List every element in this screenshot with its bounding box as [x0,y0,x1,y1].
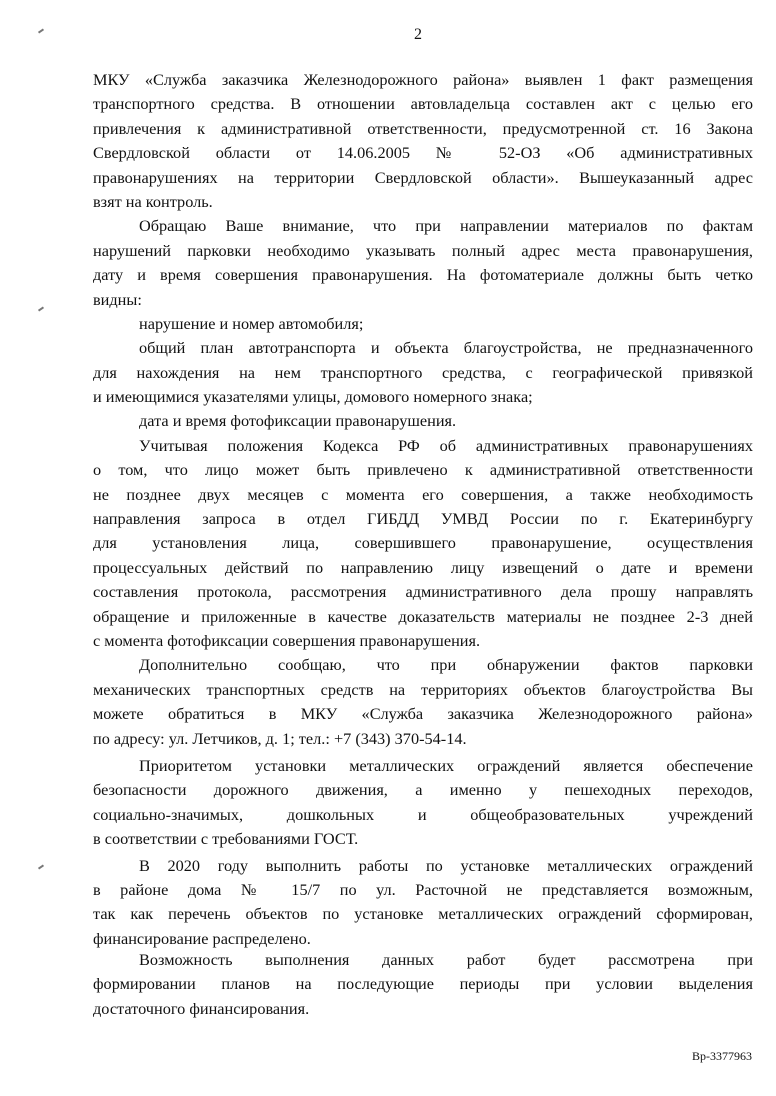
paragraph [93,336,753,409]
paragraph [93,409,753,433]
paragraph [93,214,753,312]
text-line: Возможность выполнения данных работ будет рассмотрена при [139,950,753,970]
text-line: финансирование распределено. [93,928,311,948]
scan-mark [38,306,44,311]
text-line: Дополнительно сообщаю, что при обнаружении фактов парковки [139,655,753,675]
text-line: составления протокола, рассмотрения административного дела прошу направлять [93,582,753,602]
text-line: общий план автотранспорта и объекта благоустройства, не предназначенного [139,338,753,358]
text-line: Приоритетом установки металлических ограждений является обеспечение [139,755,753,775]
text-line: безопасности дорожного движения, а именно у пешеходных переходов, [93,780,753,800]
text-line: можете обратиться в МКУ «Служба заказчика Железнодорожного района» [93,704,753,724]
document-code: Вр-3377963 [692,1049,752,1063]
text-line: по адресу: ул. Летчиков, д. 1; тел.: +7 (343) 370-54-14. [93,728,467,748]
document-body [93,68,753,1021]
text-line: в районе дома № 15/7 по ул. Расточной не представляется возможным, [93,879,753,899]
text-line: дата и время фотофиксации правонарушения. [139,411,457,431]
page-number: 2 [414,26,422,43]
text-line: о том, что лицо может быть привлечено к административной ответственности [93,460,753,480]
text-line: нарушений парковки необходимо указывать полный адрес места правонарушения, [93,240,753,260]
text-line: с момента фотофиксации совершения правонарушения. [93,630,481,650]
paragraph [93,68,753,214]
text-line: дату и время совершения правонарушения. На фотоматериале должны быть четко [93,265,753,285]
text-line: направления запроса в отдел ГИБДД УМВД России по г. Екатеринбургу [93,509,753,529]
text-line: в соответствии с требованиями ГОСТ. [93,829,359,849]
text-line: не позднее двух месяцев с момента его совершения, а также необходимость [93,484,753,504]
scan-mark [38,864,44,869]
text-line: достаточного финансирования. [93,998,310,1018]
text-line: транспортного средства. В отношении автовладельца составлен акт с целью его [93,94,753,114]
text-line: правонарушениях на территории Свердловской области». Вышеуказанный адрес [93,167,753,187]
text-line: для нахождения на нем транспортного средства, с географической привязкой [93,362,753,382]
text-line: привлечения к административной ответственности, предусмотренной ст. 16 Закона [93,118,753,138]
paragraph [93,312,753,336]
text-line: процессуальных действий по направлению лицу извещений о дате и времени [93,557,753,577]
text-line: нарушение и номер автомобиля; [139,313,364,333]
paragraph [93,754,753,852]
text-line: обращение и приложенные в качестве доказательств материалы не позднее 2-3 дней [93,606,753,626]
text-line: взят на контроль. [93,191,213,211]
text-line: В 2020 году выполнить работы по установке металлических ограждений [139,855,753,875]
text-line: видны: [93,289,142,309]
text-line: для установления лица, совершившего правонарушение, осуществления [93,533,753,553]
paragraph [93,434,753,654]
text-line: формировании планов на последующие периоды при условии выделения [93,974,753,994]
text-line: Свердловской области от 14.06.2005 № 52-ОЗ «Об административных [93,143,753,163]
text-line: Учитывая положения Кодекса РФ об административных правонарушениях [139,435,753,455]
text-line: так как перечень объектов по установке металлических ограждений сформирован, [93,904,753,924]
paragraph [93,948,753,1021]
text-line: механических транспортных средств на территориях объектов благоустройства Вы [93,679,753,699]
paragraph [93,653,753,751]
text-line: Обращаю Ваше внимание, что при направлении материалов по фактам [139,216,753,236]
paragraph [93,854,753,952]
text-line: социально-значимых, дошкольных и общеобразовательных учреждений [93,804,753,824]
text-line: и имеющимися указателями улицы, домового номерного знака; [93,387,533,407]
text-line: МКУ «Служба заказчика Железнодорожного района» выявлен 1 факт размещения [93,70,753,89]
